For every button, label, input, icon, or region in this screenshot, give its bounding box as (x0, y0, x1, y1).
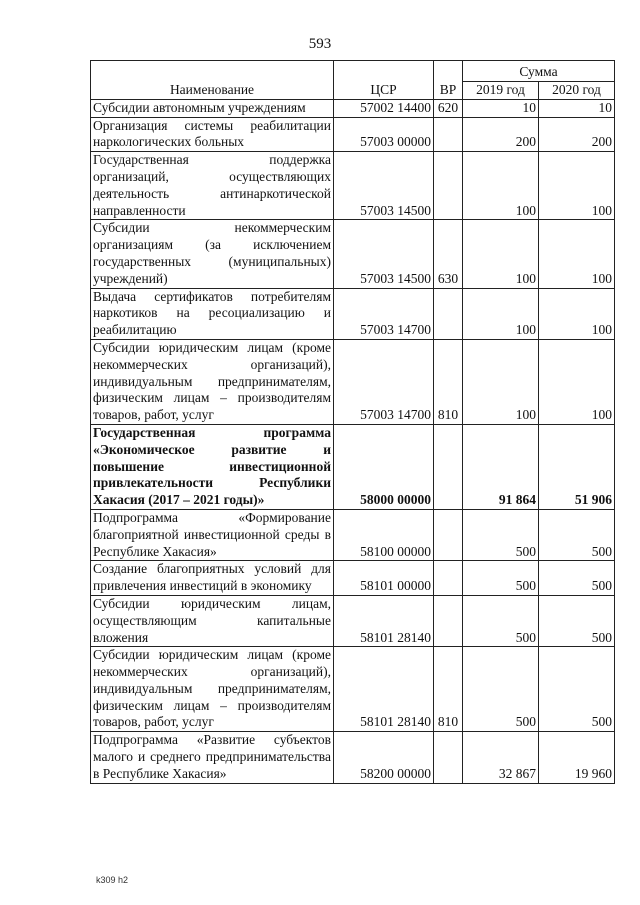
header-vr: ВР (434, 61, 463, 100)
row-sum-2019: 100 (463, 288, 539, 339)
table-row (91, 99, 615, 117)
row-name: Субсидии юридическим лицам (кроме некоммерческих организаций), индивидуальным предпринимателям, физическим лицам – производителям товаров, работ, услуг (91, 647, 334, 732)
header-year-2019: 2019 год (463, 82, 539, 100)
row-vr: 620 (434, 99, 463, 117)
row-name: Субсидии юридическим лицам (кроме некоммерческих организаций), индивидуальным предпринимателям, физическим лицам – производителям товаров, работ, услуг (91, 339, 334, 424)
row-sum-2020: 500 (539, 509, 615, 560)
row-vr (434, 561, 463, 596)
row-csr: 57003 14500 (334, 220, 434, 288)
row-name: Субсидии автономным учреждениям (91, 99, 334, 117)
row-sum-2020: 500 (539, 561, 615, 596)
row-csr: 57003 14700 (334, 288, 434, 339)
row-vr (434, 117, 463, 152)
table-row (91, 561, 615, 596)
row-sum-2019: 100 (463, 339, 539, 424)
table-body (91, 99, 615, 783)
row-name: Выдача сертификатов потребителям наркотиков на ресоциализацию и реабилитацию (91, 288, 334, 339)
header-csr: ЦСР (334, 61, 434, 100)
row-sum-2019: 500 (463, 647, 539, 732)
header-name: Наименование (91, 61, 334, 100)
row-sum-2020: 10 (539, 99, 615, 117)
row-vr (434, 509, 463, 560)
table-row (91, 595, 615, 646)
table-row (91, 509, 615, 560)
row-sum-2020: 500 (539, 647, 615, 732)
table-row (91, 288, 615, 339)
row-csr: 58101 28140 (334, 647, 434, 732)
row-sum-2020: 100 (539, 339, 615, 424)
page-number: 593 (308, 36, 332, 52)
row-vr (434, 595, 463, 646)
row-vr (434, 424, 463, 509)
row-vr: 810 (434, 647, 463, 732)
table-row (91, 220, 615, 288)
table-row (91, 117, 615, 152)
row-csr: 58000 00000 (334, 424, 434, 509)
row-csr: 57003 14500 (334, 152, 434, 220)
footer-code: k309 h2 (96, 875, 129, 885)
row-sum-2019: 500 (463, 509, 539, 560)
row-sum-2019: 10 (463, 99, 539, 117)
row-sum-2019: 500 (463, 595, 539, 646)
table-row (91, 339, 615, 424)
table-header (91, 61, 615, 100)
row-name: Подпрограмма «Формирование благоприятной инвестиционной среды в Республике Хакасия» (91, 509, 334, 560)
row-name: Государственная программа «Экономическое развитие и повышение инвестиционной привлекательности Республики Хакасия (2017 – 2021 годы)» (91, 424, 334, 509)
row-sum-2020: 19 960 (539, 732, 615, 783)
row-name: Подпрограмма «Развитие субъектов малого и среднего предпринимательства в Республике Хакасия» (91, 732, 334, 783)
row-vr: 810 (434, 339, 463, 424)
row-name: Государственная поддержка организаций, осуществляющих деятельность антинаркотической направленности (91, 152, 334, 220)
row-name: Субсидии некоммерческим организациям (за исключением государственных (муниципальных) учреждений) (91, 220, 334, 288)
row-csr: 58101 00000 (334, 561, 434, 596)
row-sum-2020: 51 906 (539, 424, 615, 509)
row-sum-2019: 100 (463, 152, 539, 220)
header-year-2020: 2020 год (539, 82, 615, 100)
table-row (91, 647, 615, 732)
row-csr: 57003 00000 (334, 117, 434, 152)
budget-table (90, 60, 615, 784)
row-csr: 57002 14400 (334, 99, 434, 117)
row-sum-2020: 200 (539, 117, 615, 152)
row-vr: 630 (434, 220, 463, 288)
row-csr: 57003 14700 (334, 339, 434, 424)
table-row (91, 424, 615, 509)
row-vr (434, 152, 463, 220)
row-name: Субсидии юридическим лицам, осуществляющим капитальные вложения (91, 595, 334, 646)
row-sum-2019: 91 864 (463, 424, 539, 509)
row-sum-2020: 500 (539, 595, 615, 646)
row-name: Организация системы реабилитации наркологических больных (91, 117, 334, 152)
row-csr: 58200 00000 (334, 732, 434, 783)
header-sum: Сумма (463, 61, 615, 82)
row-vr (434, 288, 463, 339)
table-row (91, 152, 615, 220)
row-sum-2019: 200 (463, 117, 539, 152)
row-vr (434, 732, 463, 783)
table-row (91, 732, 615, 783)
row-sum-2020: 100 (539, 220, 615, 288)
row-sum-2020: 100 (539, 288, 615, 339)
row-sum-2019: 32 867 (463, 732, 539, 783)
row-sum-2019: 500 (463, 561, 539, 596)
row-sum-2020: 100 (539, 152, 615, 220)
row-csr: 58101 28140 (334, 595, 434, 646)
row-sum-2019: 100 (463, 220, 539, 288)
row-name: Создание благоприятных условий для привлечения инвестиций в экономику (91, 561, 334, 596)
row-csr: 58100 00000 (334, 509, 434, 560)
